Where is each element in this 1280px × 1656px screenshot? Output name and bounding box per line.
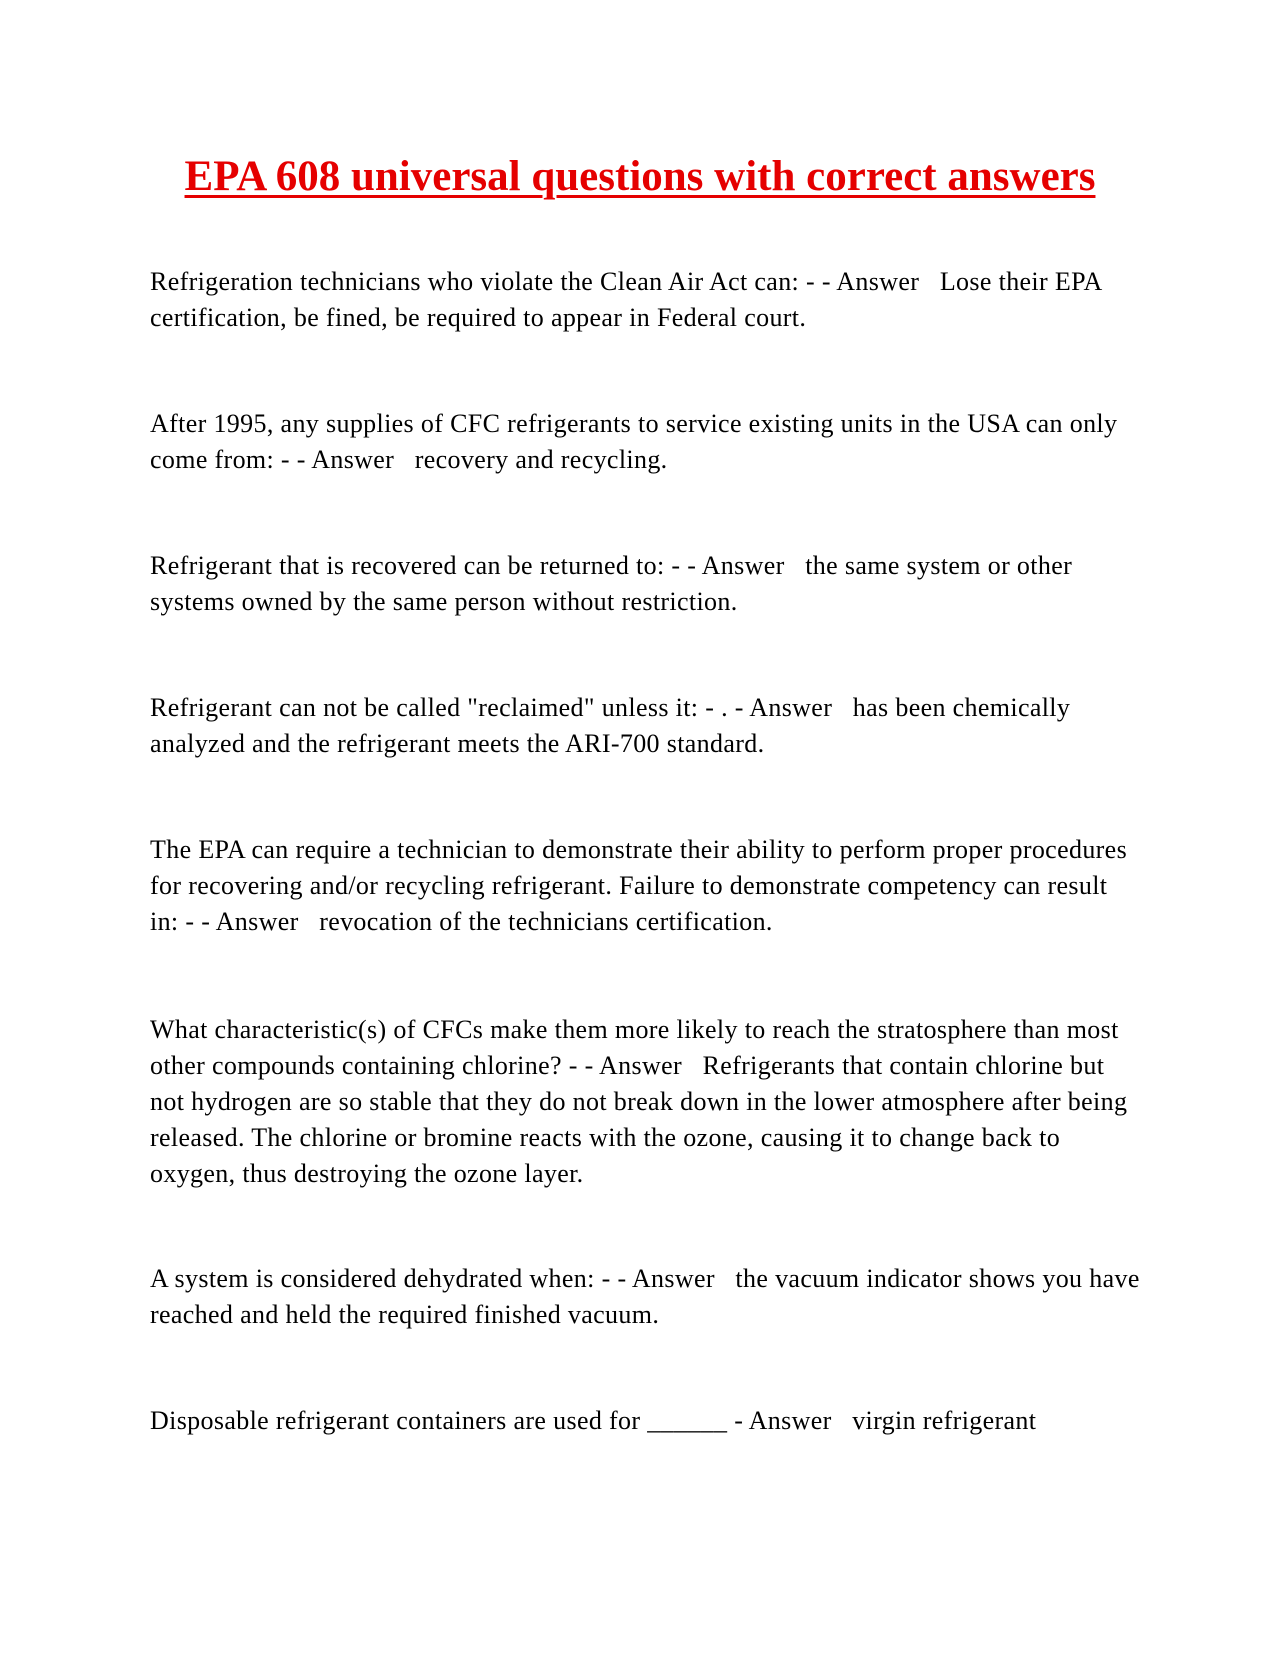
answer-separator: - - — [799, 267, 837, 296]
answer-label: Answer — [311, 445, 395, 474]
answer-separator: - . - — [698, 693, 750, 722]
question-text: What characteristic(s) of CFCs make them more likely to reach the stratosphere than most other compounds containing chlorine? — [150, 1015, 1119, 1080]
answer-text: revocation of the technicians certification. — [319, 907, 773, 936]
answer-separator: - - — [274, 445, 312, 474]
qa-item — [150, 1261, 1140, 1333]
answer-text: Lose their EPA certification, be fined, be required to appear in Federal court. — [150, 267, 1102, 332]
answer-separator: - - — [561, 1051, 600, 1080]
answer-text: virgin refrigerant — [852, 1406, 1037, 1435]
question-text: Refrigeration technicians who violate the Clean Air Act can: — [150, 267, 800, 296]
question-text: Disposable refrigerant containers are used for ______ — [150, 1406, 728, 1435]
answer-text: recovery and recycling. — [414, 445, 668, 474]
qa-item — [150, 832, 1140, 940]
answer-separator: - - — [594, 1264, 632, 1293]
question-text: Refrigerant can not be called "reclaimed" unless it: — [150, 693, 699, 722]
answer-text: the vacuum indicator shows you have reached and held the required finished vacuum. — [150, 1264, 1140, 1329]
answer-label: Answer — [701, 551, 785, 580]
qa-item — [150, 548, 1140, 620]
question-text: A system is considered dehydrated when: — [150, 1264, 595, 1293]
question-text: After 1995, any supplies of CFC refrigerants to service existing units in the USA can only come from: — [150, 409, 1118, 474]
question-text: The EPA can require a technician to demonstrate their ability to perform proper procedures for recovering and/or recycling refrigerant. Failure to demonstrate competency can result in: — [150, 835, 1128, 936]
answer-label: Answer — [749, 693, 833, 722]
answer-text: the same system or other systems owned by the same person without restriction. — [150, 551, 1073, 616]
answer-separator: - — [727, 1406, 749, 1435]
qa-item — [150, 690, 1140, 762]
question-text: Refrigerant that is recovered can be returned to: — [150, 551, 665, 580]
answer-separator: - - — [664, 551, 702, 580]
answer-label: Answer — [631, 1264, 715, 1293]
answer-label: Answer — [599, 1051, 683, 1080]
answer-text: Refrigerants that contain chlorine but not hydrogen are so stable that they do not break down in the lower atmosphere after being released. The chlorine or bromine reacts with the ozone, causing it to change back to oxygen, thus destroying the ozone layer. — [150, 1051, 1128, 1188]
qa-item — [150, 406, 1140, 478]
answer-text: has been chemically analyzed and the refrigerant meets the ARI-700 standard. — [150, 693, 1071, 758]
document-title: EPA 608 universal questions with correct answers — [184, 153, 1096, 200]
answer-label: Answer — [215, 907, 299, 936]
qa-item — [150, 1403, 1140, 1439]
answer-label: Answer — [748, 1406, 832, 1435]
answer-label: Answer — [836, 267, 920, 296]
answer-separator: - - — [178, 907, 216, 936]
qa-item — [150, 1012, 1140, 1192]
qa-item — [150, 264, 1140, 336]
